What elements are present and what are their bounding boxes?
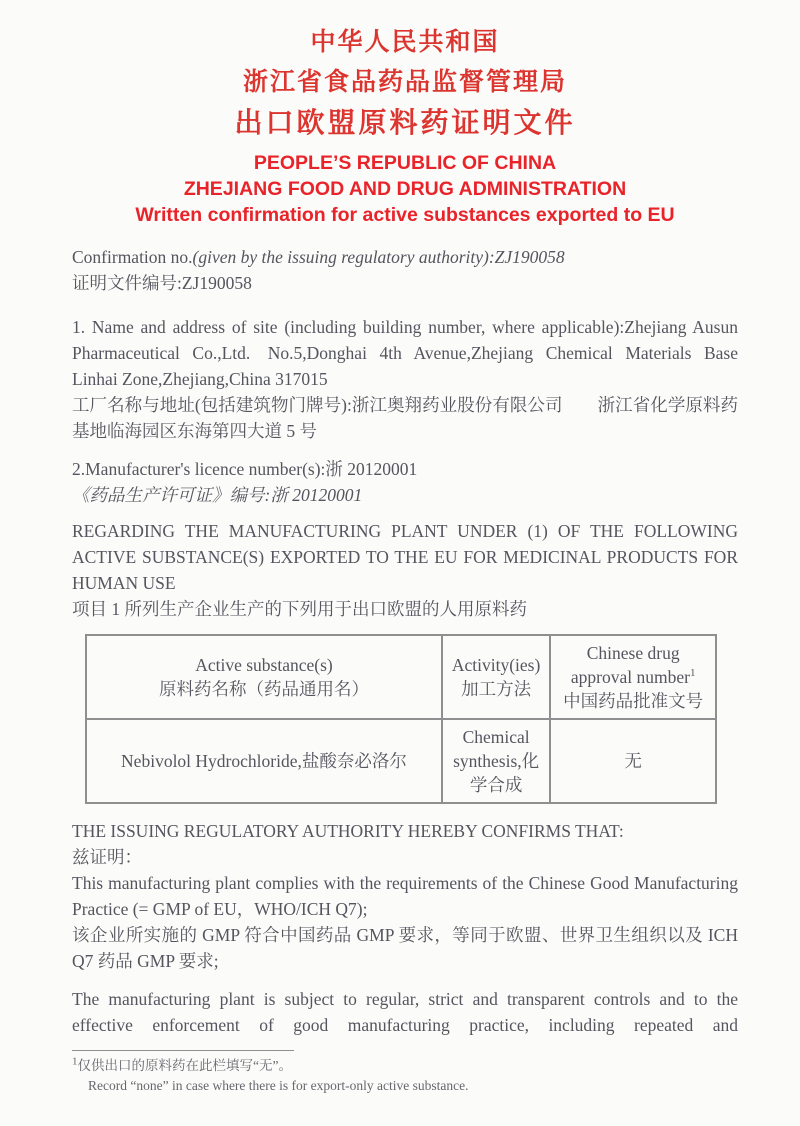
site-name-address-cn: 工厂名称与地址(包括建筑物门牌号):浙江奥翔药业股份有限公司 浙江省化学原料药基地临海园区东海第四大道 5 号 <box>72 395 738 441</box>
site-name-address-en: 1. Name and address of site (including building number, where applicable):Zhejiang Ausun Pharmaceutical Co.,Ltd. No.5,Donghai 4th Avenue,Zhejiang Chemical Materials Base Linhai Zone,Zhejiang,China 317015 <box>72 317 738 389</box>
cell-approval: 无 <box>550 719 716 803</box>
confirmation-number-en <box>72 244 738 270</box>
confirmation-number-cn: 证明文件编号:ZJ190058 <box>72 273 252 293</box>
confirms-heading-cn: 兹证明： <box>72 847 142 867</box>
footnote-number: 1 <box>72 1055 78 1068</box>
confirmation-number-block <box>72 244 738 296</box>
controls-paragraph-block <box>72 986 738 1038</box>
header-authority-cn: 浙江省食品药品监督管理局 <box>242 69 567 96</box>
cell-activity: Chemical synthesis,化学合成 <box>442 719 550 803</box>
header-approval-en-line1: Chinese drug <box>586 643 680 663</box>
regarding-cn: 项目 1 所列生产企业生产的下列用于出口欧盟的人用原料药 <box>72 599 527 619</box>
table-header-row <box>86 635 716 719</box>
footnote-cn-text: 仅供出口的原料药在此栏填写“无”。 <box>77 1058 292 1073</box>
header-authority-en: ZHEJIANG FOOD AND DRUG ADMINISTRATION <box>183 178 627 200</box>
confirms-block <box>72 818 738 974</box>
header-activity <box>442 635 550 719</box>
header-country-en: PEOPLE’S REPUBLIC OF CHINA <box>253 152 557 174</box>
regarding-block <box>72 518 738 622</box>
confirmation-detail: (given by the issuing regulatory authority):ZJ190058 <box>192 247 565 267</box>
header-activity-en: Activity(ies) <box>451 655 541 675</box>
confirmation-label: Confirmation no. <box>72 247 193 267</box>
header-approval-number <box>550 635 716 719</box>
footnote-cn <box>72 1056 738 1076</box>
header-active-substance-en: Active substance(s) <box>195 655 333 675</box>
licence-number-cn: 《药品生产许可证》编号:浙 20120001 <box>72 485 363 505</box>
header-approval-cn: 中国药品批准文号 <box>563 691 704 711</box>
header-active-substance-cn: 原料药名称（药品通用名） <box>158 679 369 699</box>
footnote-reference-mark: 1 <box>689 667 696 680</box>
footnote-block <box>72 1050 738 1096</box>
cell-substance: Nebivolol Hydrochloride,盐酸奈必洛尔 <box>86 719 442 803</box>
gmp-statement-en: This manufacturing plant complies with the requirements of the Chinese Good Manufacturing Practice (= GMP of EU，WHO/ICH Q7); <box>72 873 738 919</box>
licence-number-en: 2.Manufacturer's licence number(s):浙 20120001 <box>72 459 418 479</box>
header-doc-title-en: Written confirmation for active substances exported to EU <box>135 204 675 226</box>
confirms-heading-en: THE ISSUING REGULATORY AUTHORITY HEREBY CONFIRMS THAT: <box>72 821 624 841</box>
regarding-en: REGARDING THE MANUFACTURING PLANT UNDER (1) OF THE FOLLOWING ACTIVE SUBSTANCE(S) EXPORTED TO THE EU FOR MEDICINAL PRODUCTS FOR HUMAN USE <box>72 521 738 593</box>
header-country-cn: 中华人民共和国 <box>310 29 500 56</box>
gmp-statement-cn: 该企业所实施的 GMP 符合中国药品 GMP 要求，等同于欧盟、世界卫生组织以及 ICH Q7 药品 GMP 要求; <box>72 925 738 971</box>
table-row <box>86 719 716 803</box>
header-active-substance <box>86 635 442 719</box>
document-header <box>72 26 738 228</box>
controls-paragraph: The manufacturing plant is subject to regular, strict and transparent controls and to the effective enforcement of good manufacturing practice, including repeated and <box>72 989 738 1035</box>
header-activity-cn: 加工方法 <box>461 679 532 699</box>
site-name-address-block <box>72 314 738 444</box>
active-substance-table <box>85 634 717 804</box>
footnote-rule <box>72 1050 294 1051</box>
licence-number-block <box>72 456 738 508</box>
footnote-en: Record “none” in case where there is for export-only active substance. <box>88 1078 469 1093</box>
header-doc-title-cn: 出口欧盟原料药证明文件 <box>234 108 576 139</box>
header-approval-en-line2: approval number <box>570 667 690 687</box>
certificate-document <box>0 26 800 1126</box>
